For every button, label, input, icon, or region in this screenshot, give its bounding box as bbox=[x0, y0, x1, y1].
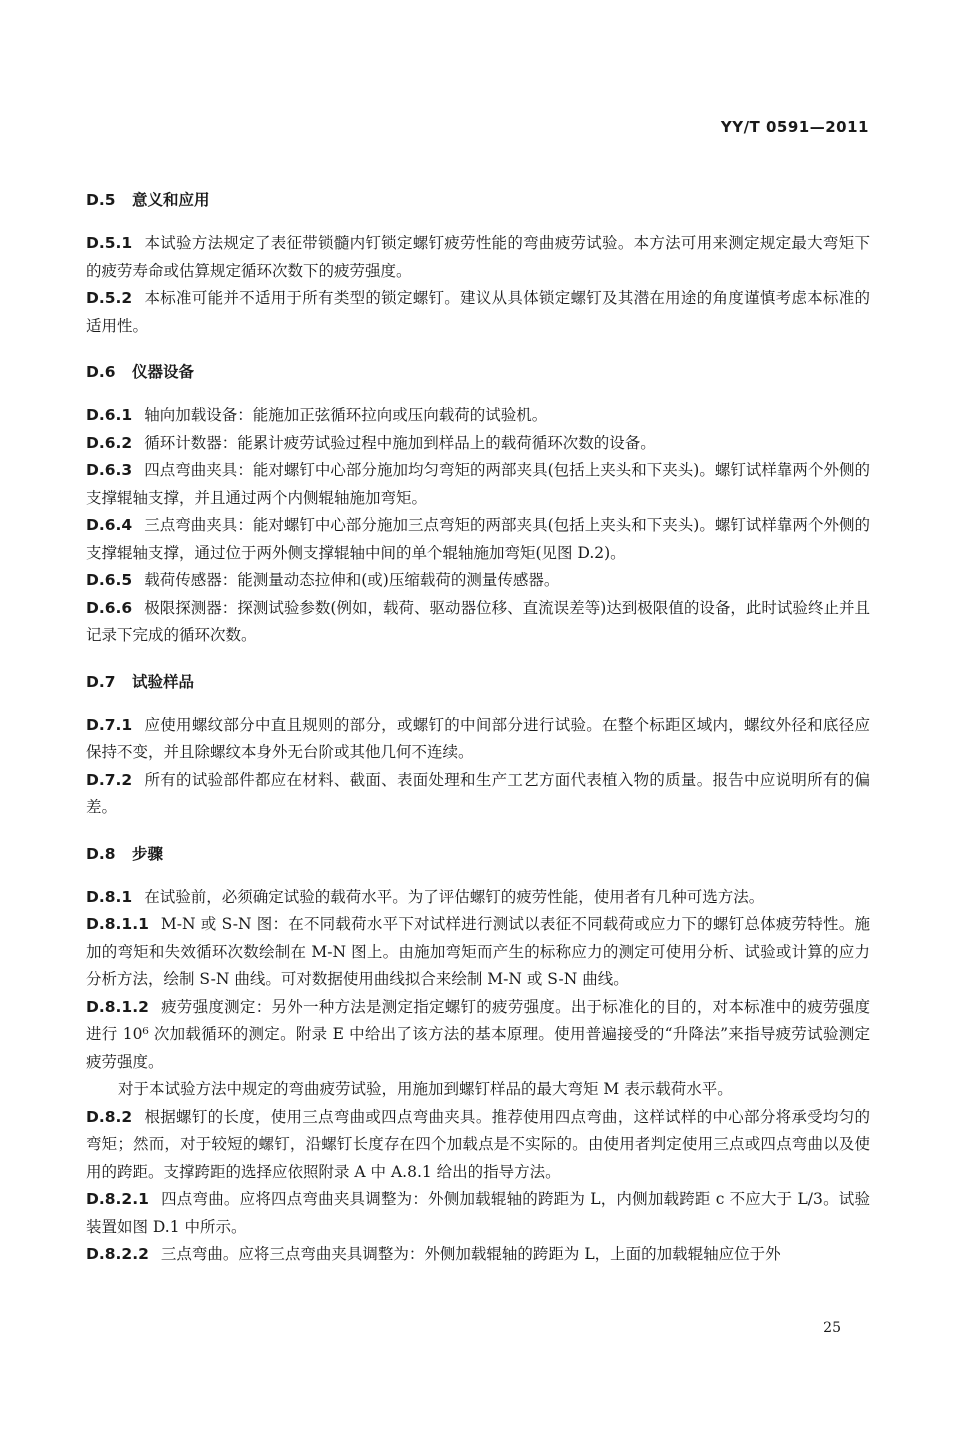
clause-text: 极限探测器：探测试验参数(例如，载荷、驱动器位移、直流误差等)达到极限值的设备，此时试验终止并且记录下完成的循环次数。 bbox=[86, 598, 870, 644]
clause bbox=[86, 457, 870, 512]
clause bbox=[86, 285, 870, 340]
clause-text: 载荷传感器：能测量动态拉伸和(或)压缩载荷的测量传感器。 bbox=[144, 571, 560, 589]
clause-number: D.8.1.2 bbox=[86, 997, 149, 1016]
clause-text: 本标准可能并不适用于所有类型的锁定螺钉。建议从具体锁定螺钉及其潜在用途的角度谨慎考虑本标准的适用性。 bbox=[86, 289, 870, 335]
clause bbox=[86, 595, 870, 650]
clause-number: D.7.1 bbox=[86, 715, 133, 734]
section-heading bbox=[86, 358, 870, 386]
section-d6 bbox=[86, 358, 870, 650]
clause-text: 三点弯曲夹具：能对螺钉中心部分施加三点弯矩的两部夹具(包括上夹头和下夹头)。螺钉试样靠两个外侧的支撑辊轴支撑，通过位于两外侧支撑辊轴中间的单个辊轴施加弯矩(见图 D.2)。 bbox=[86, 516, 870, 562]
section-title: 试验样品 bbox=[132, 672, 195, 691]
clause-text: M-N 或 S-N 图：在不同载荷水平下对试样进行测试以表征不同载荷或应力下的螺钉总体疲劳特性。施加的弯矩和失效循环次数绘制在 M-N 图上。由施加弯矩而产生的标称应力的测定可使用分析、试验或计算的应力分析方法，绘制 S-N 曲线。可对数据使用曲线拟合来绘制 M-N 或 S-N 曲线。 bbox=[86, 915, 870, 988]
clause-number: D.8.2.2 bbox=[86, 1245, 149, 1263]
section-title: 仪器设备 bbox=[132, 363, 195, 381]
clause-number: D.6.1 bbox=[86, 406, 133, 424]
section-heading bbox=[86, 668, 870, 696]
clause-text: 疲劳强度测定：另外一种方法是测定指定螺钉的疲劳强度。出于标准化的目的，对本标准中的疲劳强度进行 10⁶ 次加载循环的测定。附录 E 中给出了该方法的基本原理。使用普遍接受的“升降法”来指导疲劳试验测定疲劳强度。 bbox=[86, 997, 870, 1071]
section-d5 bbox=[86, 186, 870, 340]
clause-text: 循环计数器：能累计疲劳试验过程中施加到样品上的载荷循环次数的设备。 bbox=[144, 433, 656, 452]
section-number: D.5 bbox=[86, 191, 116, 209]
clause-text: 根据螺钉的长度，使用三点弯曲或四点弯曲夹具。推荐使用四点弯曲，这样试样的中心部分将承受均匀的弯矩；然而，对于较短的螺钉，沿螺钉长度存在四个加载点是不实际的。由使用者判定使用三点或四点弯曲以及使用的跨距。支撑跨距的选择应依照附录 A 中 A.8.1 给出的指导方法。 bbox=[86, 1107, 870, 1181]
clause bbox=[86, 402, 870, 430]
clause-number: D.6.2 bbox=[86, 433, 133, 452]
section-heading bbox=[86, 186, 870, 214]
clause-number: D.5.1 bbox=[86, 234, 133, 252]
clause bbox=[86, 230, 870, 285]
clause bbox=[86, 1241, 870, 1269]
clause bbox=[86, 884, 870, 912]
clause-number: D.6.6 bbox=[86, 598, 133, 617]
clause bbox=[86, 1186, 870, 1241]
section-number: D.6 bbox=[86, 363, 116, 381]
clause bbox=[86, 994, 870, 1077]
clause-continuation bbox=[86, 1076, 870, 1104]
clause-number: D.8.2.1 bbox=[86, 1190, 149, 1208]
clause bbox=[86, 430, 870, 458]
clause bbox=[86, 567, 870, 595]
clause-number: D.7.2 bbox=[86, 770, 133, 789]
clause-number: D.6.3 bbox=[86, 461, 133, 479]
clause-number: D.8.1.1 bbox=[86, 915, 149, 933]
clause-text: 本试验方法规定了表征带锁髓内钉锁定螺钉疲劳性能的弯曲疲劳试验。本方法可用来测定规定最大弯矩下的疲劳寿命或估算规定循环次数下的疲劳强度。 bbox=[86, 234, 870, 280]
clause-text: 在试验前，必须确定试验的载荷水平。为了评估螺钉的疲劳性能，使用者有几种可选方法。 bbox=[144, 887, 765, 906]
clause-number: D.6.5 bbox=[86, 571, 133, 589]
section-d7 bbox=[86, 668, 870, 822]
clause-number: D.8.1 bbox=[86, 887, 133, 906]
document-id: YY/T 0591—2011 bbox=[720, 118, 869, 136]
section-title: 意义和应用 bbox=[132, 191, 210, 209]
clause bbox=[86, 1104, 870, 1187]
document-body bbox=[86, 186, 870, 1287]
clause-text: 轴向加载设备：能施加正弦循环拉向或压向载荷的试验机。 bbox=[144, 406, 548, 424]
page-number: 25 bbox=[823, 1320, 841, 1336]
clause-text: 所有的试验部件都应在材料、截面、表面处理和生产工艺方面代表植入物的质量。报告中应说明所有的偏差。 bbox=[86, 770, 870, 816]
clause-number: D.8.2 bbox=[86, 1107, 133, 1126]
clause bbox=[86, 767, 870, 822]
section-d8 bbox=[86, 840, 870, 1269]
clause-text: 应使用螺纹部分中直且规则的部分，或螺钉的中间部分进行试验。在整个标距区域内，螺纹外径和底径应保持不变，并且除螺纹本身外无台阶或其他几何不连续。 bbox=[86, 715, 870, 761]
clause bbox=[86, 911, 870, 994]
section-title: 步骤 bbox=[132, 844, 164, 863]
section-heading bbox=[86, 840, 870, 868]
clause-number: D.6.4 bbox=[86, 516, 133, 534]
clause bbox=[86, 712, 870, 767]
clause-text: 四点弯曲。应将四点弯曲夹具调整为：外侧加载辊轴的跨距为 L，内侧加载跨距 c 不应大于 L/3。试验装置如图 D.1 中所示。 bbox=[86, 1190, 870, 1236]
section-number: D.8 bbox=[86, 844, 116, 863]
clause-number: D.5.2 bbox=[86, 289, 133, 307]
clause-text: 三点弯曲。应将三点弯曲夹具调整为：外侧加载辊轴的跨距为 L，上面的加载辊轴应位于外 bbox=[160, 1245, 781, 1263]
section-number: D.7 bbox=[86, 672, 116, 691]
clause-text: 对于本试验方法中规定的弯曲疲劳试验，用施加到螺钉样品的最大弯矩 M 表示载荷水平。 bbox=[118, 1080, 733, 1098]
clause-text: 四点弯曲夹具：能对螺钉中心部分施加均匀弯矩的两部夹具(包括上夹头和下夹头)。螺钉试样靠两个外侧的支撑辊轴支撑，并且通过两个内侧辊轴施加弯矩。 bbox=[86, 461, 870, 507]
clause bbox=[86, 512, 870, 567]
